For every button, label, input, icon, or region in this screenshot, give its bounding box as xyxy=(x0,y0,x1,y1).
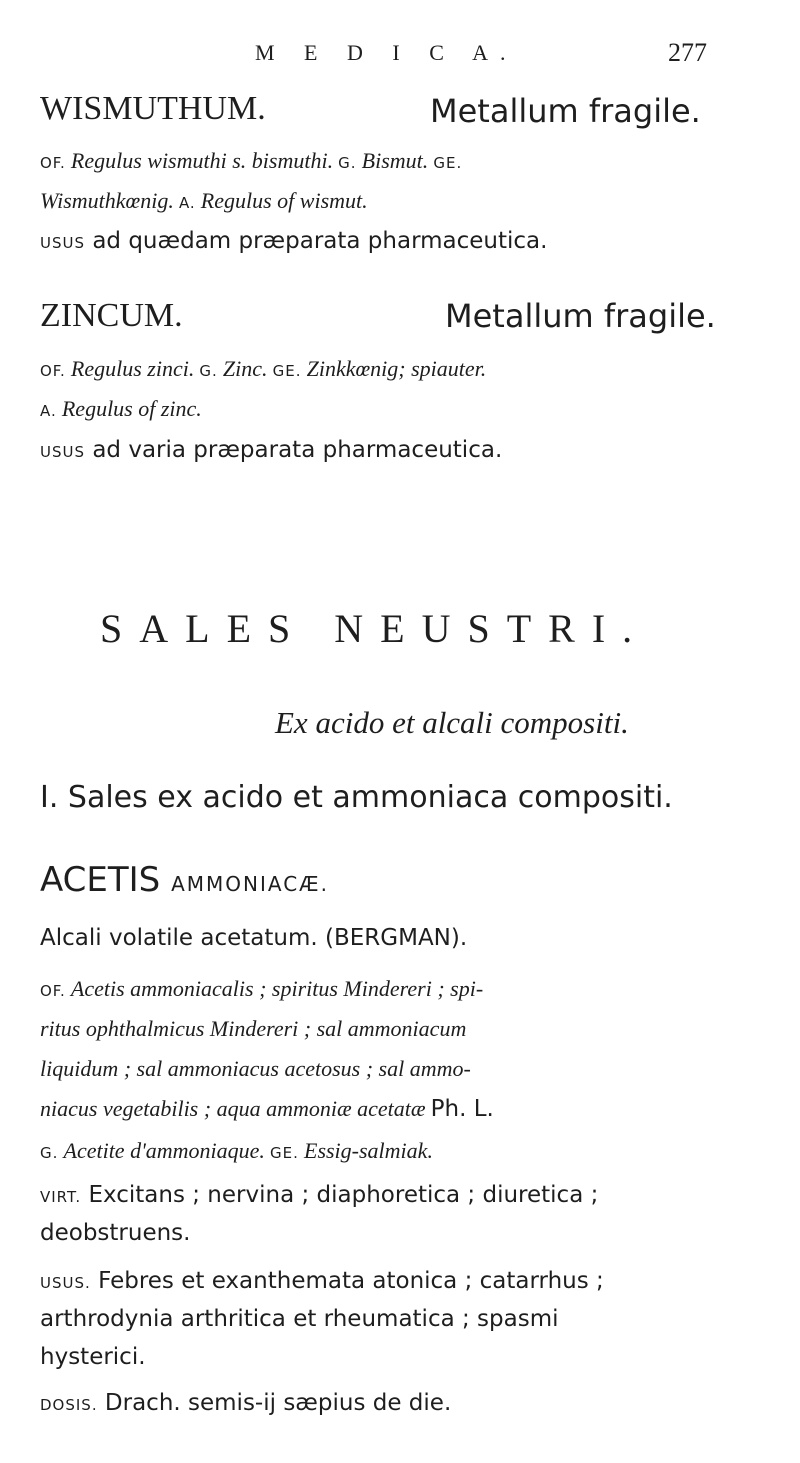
acetis-of-line-3: liquidum ; sal ammoniacus acetosus ; sal ammo- xyxy=(40,1056,471,1081)
of-label: OF. xyxy=(40,154,66,172)
wismuthum-of-line xyxy=(40,148,462,174)
dosis-label: DOSIS. xyxy=(40,1396,98,1414)
of-text-line-1: Acetis ammoniacalis ; spiritus Mindereri ; spi- xyxy=(70,976,484,1001)
page-number: 277 xyxy=(668,38,707,67)
g-text: Zinc. xyxy=(222,356,268,381)
ge-label: GE. xyxy=(272,362,302,380)
ge-text: Zinkkœnig; spiauter. xyxy=(306,356,487,381)
wismuthum-usus-line xyxy=(40,228,547,254)
of-label: OF. xyxy=(40,362,66,380)
zincum-usus-line xyxy=(40,437,502,463)
ge-text: Wismuthkœnig. xyxy=(40,188,174,213)
usus-text: ad quædam præparata pharmaceutica. xyxy=(92,228,548,254)
usus-text: ad varia præparata pharmaceutica. xyxy=(92,437,503,463)
ge-label: GE. xyxy=(270,1144,299,1162)
pharmacopoeia-ref: Ph. L. xyxy=(430,1096,494,1122)
section-subtitle: Ex acido et alcali compositi. xyxy=(275,705,629,740)
ge-label: GE. xyxy=(433,154,463,172)
a-text: Regulus of wismut. xyxy=(200,188,368,213)
acetis-name: ACETIS xyxy=(40,860,161,900)
entry-title-wismuthum: WISMUTHUM. xyxy=(40,90,266,127)
zincum-a-line xyxy=(40,396,202,422)
usus-label: USUS xyxy=(40,443,86,461)
acetis-of-line-4 xyxy=(40,1096,494,1122)
running-head-title: M E D I C A. xyxy=(255,40,518,65)
acetis-virt-line-1 xyxy=(40,1182,598,1208)
acetis-of-line-1 xyxy=(40,976,483,1002)
a-text: Regulus of zinc. xyxy=(61,396,202,421)
g-label: G. xyxy=(40,1144,59,1162)
acetis-synonym-line: Alcali volatile acetatum. (BERGMAN). xyxy=(40,925,468,951)
ge-text: Essig-salmiak. xyxy=(304,1138,433,1163)
a-label: A. xyxy=(178,194,196,212)
usus-label: USUS xyxy=(40,234,86,252)
usus-text-line-1: Febres et exanthemata atonica ; catarrhus ; xyxy=(98,1268,604,1294)
acetis-of-line-2: ritus ophthalmicus Mindereri ; sal ammoniacum xyxy=(40,1016,467,1041)
acetis-usus-line-1 xyxy=(40,1268,604,1294)
of-label: OF. xyxy=(40,982,66,1000)
of-text: Regulus zinci. xyxy=(70,356,195,381)
wismuthum-ge-line xyxy=(40,188,368,214)
of-text: Regulus wismuthi s. bismuthi. xyxy=(70,148,334,173)
g-text: Acetite d'ammoniaque. xyxy=(63,1138,265,1163)
entry-title-acetis xyxy=(40,860,329,900)
acetis-g-line xyxy=(40,1138,433,1164)
g-label: G. xyxy=(199,362,218,380)
section-title: SALES NEUSTRI. xyxy=(100,606,650,651)
acetis-name-smallcaps: AMMONIACÆ. xyxy=(171,872,330,896)
usus-label: USUS. xyxy=(40,1274,91,1292)
virt-label: VIRT. xyxy=(40,1188,82,1206)
entry-description-zincum: Metallum fragile. xyxy=(445,297,716,335)
entry-title-zincum: ZINCUM. xyxy=(40,297,183,334)
virt-text-line-1: Excitans ; nervina ; diaphoretica ; diuretica ; xyxy=(88,1182,599,1208)
subsection-title: I. Sales ex acido et ammoniaca compositi. xyxy=(40,780,673,815)
g-label: G. xyxy=(338,154,357,172)
acetis-usus-line-3: hysterici. xyxy=(40,1344,146,1370)
dosis-text: Drach. semis-ij sæpius de die. xyxy=(104,1390,452,1416)
acetis-dosis-line xyxy=(40,1390,451,1416)
entry-description-wismuthum: Metallum fragile. xyxy=(430,92,701,130)
acetis-usus-line-2: arthrodynia arthritica et rheumatica ; spasmi xyxy=(40,1306,559,1332)
g-text: Bismut. xyxy=(361,148,429,173)
zincum-of-line xyxy=(40,356,486,382)
acetis-virt-line-2: deobstruens. xyxy=(40,1220,191,1246)
of-text-line-4: niacus vegetabilis ; aqua ammoniæ acetatæ xyxy=(40,1096,426,1121)
a-label: A. xyxy=(40,402,57,420)
